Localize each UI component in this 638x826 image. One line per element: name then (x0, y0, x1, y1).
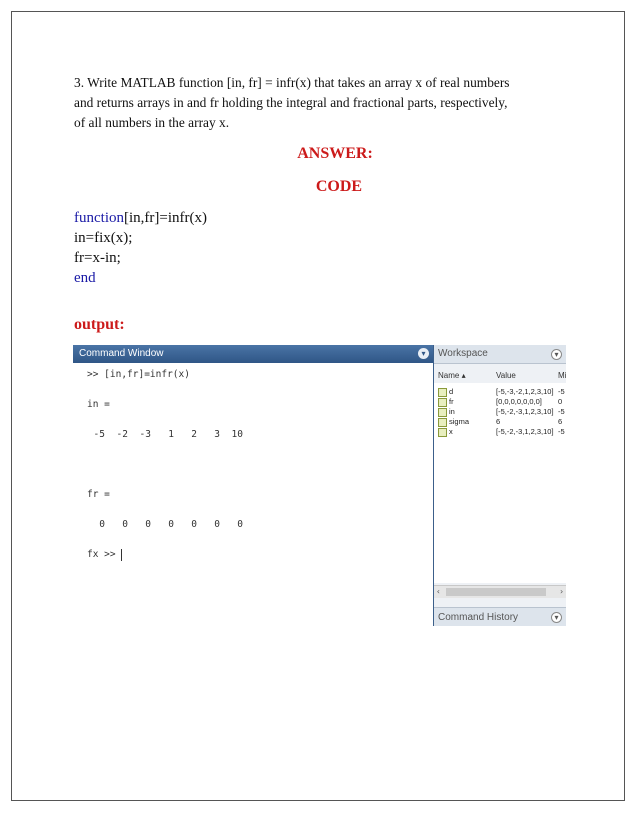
question-line-2: and returns arrays in and fr holding the integral and fractional parts, respectively, (74, 95, 508, 110)
workspace-row[interactable] (434, 417, 566, 427)
in-value: -3 (139, 429, 151, 440)
keyword-function: function (74, 210, 124, 226)
question-line-1: 3. Write MATLAB function [in, fr] = infr(x) that takes an array x of real numbers (74, 75, 510, 90)
workspace-row[interactable] (434, 407, 566, 417)
variable-name: in (438, 407, 493, 417)
code-signature: [in,fr]=infr(x) (124, 210, 208, 226)
question-text (74, 73, 574, 133)
scroll-right-icon[interactable]: › (559, 587, 564, 596)
command-prompt[interactable]: fx >> (87, 547, 243, 562)
in-values (87, 427, 243, 442)
question-line-3: of all numbers in the array x. (74, 115, 230, 130)
variable-name: sigma (438, 417, 493, 427)
history-menu-icon[interactable]: ▾ (551, 612, 562, 623)
code-block (74, 208, 207, 288)
workspace-table (434, 387, 566, 437)
in-value: 1 (168, 429, 174, 440)
variable-value: [-5,-2,-3,1,2,3,10] (496, 407, 554, 416)
in-label: in = (87, 399, 110, 410)
variable-min: 6 (558, 417, 563, 426)
fr-value: 0 (191, 519, 197, 530)
answer-heading: ANSWER: (297, 145, 373, 162)
workspace-row[interactable] (434, 387, 566, 397)
variable-name: d (438, 387, 493, 397)
matrix-icon (438, 398, 447, 407)
variable-min: -5 (558, 407, 565, 416)
matlab-screenshot (73, 345, 566, 626)
fr-value: 0 (237, 519, 243, 530)
variable-min: 0 (558, 397, 563, 406)
in-value: 10 (231, 429, 243, 440)
code-line-4: end (74, 270, 96, 286)
text-cursor (121, 549, 122, 561)
variable-name: fr (438, 397, 493, 407)
scrollbar-thumb[interactable] (446, 588, 546, 596)
code-heading: CODE (315, 178, 363, 195)
matrix-icon (438, 408, 447, 417)
fr-value: 0 (145, 519, 151, 530)
command-output (87, 367, 243, 562)
fr-value: 0 (99, 519, 105, 530)
workspace-title: Workspace (438, 348, 488, 359)
workspace-row[interactable] (434, 397, 566, 407)
workspace-titlebar (434, 345, 566, 364)
variable-name: x (438, 427, 493, 437)
command-history-bar[interactable] (434, 607, 566, 626)
column-min[interactable]: Mi (558, 371, 566, 380)
column-name[interactable]: Name ▴ (438, 371, 466, 380)
variable-value: [-5,-3,-2,1,2,3,10] (496, 387, 554, 396)
variable-value: 6 (496, 417, 501, 426)
fr-label: fr = (87, 489, 110, 500)
matrix-icon (438, 388, 447, 397)
prompt-line: >> [in,fr]=infr(x) (87, 369, 190, 380)
variable-min: -5 (558, 427, 565, 436)
command-history-title: Command History (438, 612, 519, 623)
fr-values (87, 517, 243, 532)
horizontal-scrollbar[interactable] (434, 585, 566, 598)
output-label: output: (74, 316, 125, 333)
workspace-panel (434, 345, 566, 626)
code-line-2: in=fix(x); (74, 230, 133, 246)
workspace-row[interactable] (434, 427, 566, 437)
workspace-menu-icon[interactable]: ▾ (551, 349, 562, 360)
panel-menu-icon[interactable]: ▾ (418, 348, 429, 359)
command-window-title: Command Window (79, 348, 164, 359)
column-value[interactable]: Value (496, 371, 516, 380)
variable-value: [-5,-2,-3,1,2,3,10] (496, 427, 554, 436)
in-value: -5 (93, 429, 105, 440)
command-window-titlebar (73, 345, 433, 363)
scroll-left-icon[interactable]: ‹ (436, 587, 441, 596)
variable-value: [0,0,0,0,0,0,0] (496, 397, 542, 406)
code-line-1 (74, 208, 207, 228)
code-line-3: fr=x-in; (74, 250, 121, 266)
fr-value: 0 (122, 519, 128, 530)
in-value: -2 (116, 429, 128, 440)
matrix-icon (438, 428, 447, 437)
command-window (73, 345, 435, 626)
variable-min: -5 (558, 387, 565, 396)
fr-value: 0 (168, 519, 174, 530)
matrix-icon (438, 418, 447, 427)
in-value: 3 (214, 429, 220, 440)
in-value: 2 (191, 429, 197, 440)
fr-value: 0 (214, 519, 220, 530)
